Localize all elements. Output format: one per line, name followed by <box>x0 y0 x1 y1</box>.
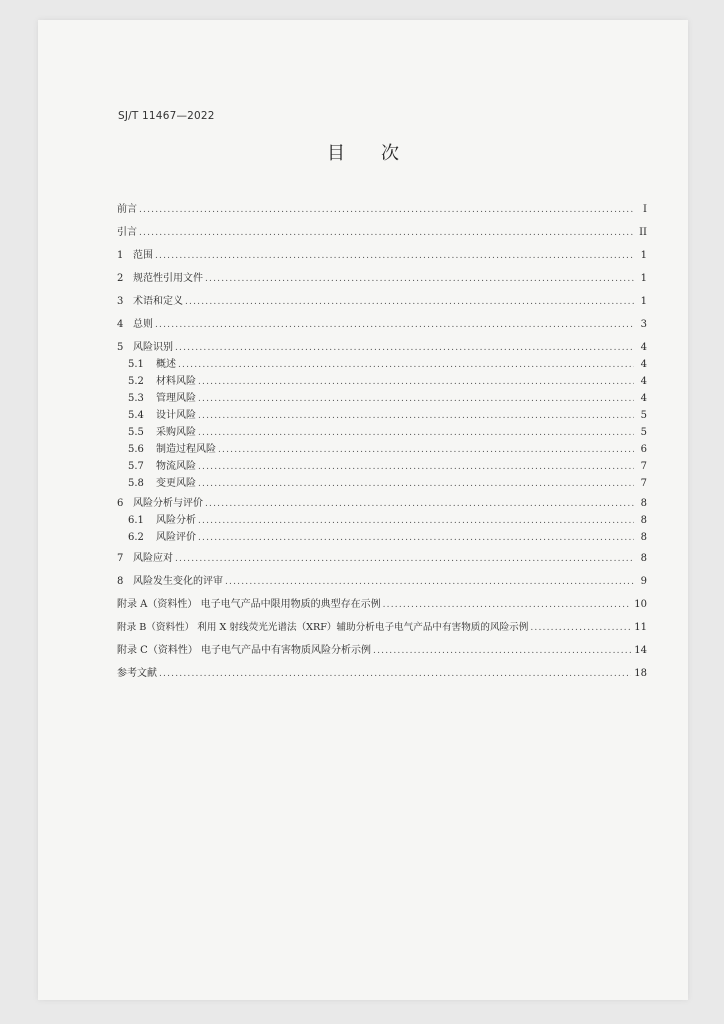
toc-number: 5.4 <box>128 410 144 421</box>
toc-page: 1 <box>640 296 647 307</box>
toc-title: 变更风险 <box>156 478 196 489</box>
toc-subentry[interactable] <box>117 374 647 390</box>
toc-label <box>117 317 155 333</box>
document-page <box>38 20 688 1000</box>
toc-label <box>117 340 175 356</box>
toc-entry[interactable] <box>117 202 647 218</box>
toc-title: 风险发生变化的评审 <box>133 576 223 587</box>
toc-label <box>117 442 218 458</box>
leader-dots <box>205 496 634 512</box>
leader-dots <box>155 317 634 333</box>
toc-label <box>117 425 198 441</box>
toc-title: 术语和定义 <box>133 296 183 307</box>
toc-entry[interactable] <box>117 340 647 356</box>
toc-label <box>117 513 198 529</box>
toc-page: 4 <box>640 376 647 387</box>
toc-page: 1 <box>640 250 647 261</box>
toc-label: 引言 <box>117 227 137 238</box>
toc-subentry[interactable] <box>117 391 647 407</box>
leader-dots <box>198 459 634 475</box>
toc-page: 8 <box>640 532 647 543</box>
toc-page: I <box>643 204 647 215</box>
toc-number: 5.3 <box>128 393 144 404</box>
toc-page: 9 <box>640 576 647 587</box>
leader-dots <box>175 340 634 356</box>
toc-label <box>117 530 198 546</box>
leader-dots <box>198 374 634 390</box>
toc-label <box>117 294 185 310</box>
toc-label <box>117 391 198 407</box>
toc-page: 18 <box>634 668 647 679</box>
leader-dots <box>139 225 634 241</box>
toc-number: 5.5 <box>128 427 144 438</box>
leader-dots <box>198 476 634 492</box>
toc-page: 11 <box>634 622 647 633</box>
toc-number: 3 <box>117 296 124 307</box>
toc-subentry[interactable] <box>117 459 647 475</box>
toc-subentry[interactable] <box>117 408 647 424</box>
toc-number: 5.1 <box>128 359 144 370</box>
toc-title: 概述 <box>156 359 176 370</box>
toc-entry-appendix-b[interactable] <box>117 620 647 636</box>
toc-title: 规范性引用文件 <box>133 273 203 284</box>
leader-dots <box>530 620 631 636</box>
toc-page: 7 <box>640 478 647 489</box>
toc-number: 8 <box>117 576 124 587</box>
leader-dots <box>198 513 634 529</box>
toc-number: 5 <box>117 342 124 353</box>
toc-page: 10 <box>634 599 647 610</box>
toc-entry[interactable] <box>117 551 647 567</box>
toc-subentry[interactable] <box>117 530 647 546</box>
toc-number: 2 <box>117 273 124 284</box>
toc-page: 7 <box>640 461 647 472</box>
toc-label: 附录 C（资料性） 电子电气产品中有害物质风险分析示例 <box>117 645 372 656</box>
toc-number: 5.2 <box>128 376 144 387</box>
toc-entry[interactable] <box>117 248 647 264</box>
toc-entry[interactable] <box>117 574 647 590</box>
toc-number: 1 <box>117 250 124 261</box>
toc-entry-references[interactable] <box>117 666 647 682</box>
toc-label <box>117 574 225 590</box>
toc-label <box>117 248 155 264</box>
toc-page: II <box>639 227 647 238</box>
toc-number: 5.6 <box>128 444 144 455</box>
toc-label <box>117 271 205 287</box>
toc-number: 6 <box>117 498 124 509</box>
toc-label <box>117 357 178 373</box>
toc-page: 1 <box>640 273 647 284</box>
leader-dots <box>218 442 634 458</box>
toc-page: 8 <box>640 498 647 509</box>
toc-title: 管理风险 <box>156 393 196 404</box>
toc-page: 5 <box>640 427 647 438</box>
leader-dots <box>185 294 634 310</box>
leader-dots <box>198 408 634 424</box>
toc-label <box>117 374 198 390</box>
toc-entry[interactable] <box>117 317 647 333</box>
leader-dots <box>383 597 632 613</box>
toc-label <box>117 551 175 567</box>
toc-entry-appendix-a[interactable] <box>117 597 647 613</box>
toc-number: 7 <box>117 553 124 564</box>
toc-page: 8 <box>640 515 647 526</box>
toc-title: 范围 <box>133 250 153 261</box>
toc-number: 5.7 <box>128 461 144 472</box>
leader-dots <box>175 551 634 567</box>
toc-title: 材料风险 <box>156 376 196 387</box>
toc-title: 制造过程风险 <box>156 444 216 455</box>
leader-dots <box>373 643 631 659</box>
toc-label <box>117 408 198 424</box>
toc-page: 3 <box>640 319 647 330</box>
toc-entry[interactable] <box>117 271 647 287</box>
toc-title: 风险识别 <box>133 342 173 353</box>
toc-subentry[interactable] <box>117 442 647 458</box>
toc-number: 5.8 <box>128 478 144 489</box>
standard-code: SJ/T 11467—2022 <box>118 110 215 122</box>
leader-dots <box>178 357 634 373</box>
toc-label: 前言 <box>117 204 137 215</box>
toc-title: 物流风险 <box>156 461 196 472</box>
toc-entry-appendix-c[interactable] <box>117 643 647 659</box>
toc-subentry[interactable] <box>117 425 647 441</box>
toc-title: 采购风险 <box>156 427 196 438</box>
toc-page: 4 <box>640 393 647 404</box>
toc-number: 6.1 <box>128 515 144 526</box>
toc-page: 14 <box>634 645 647 656</box>
toc-page: 5 <box>640 410 647 421</box>
toc-title: 总则 <box>133 319 153 330</box>
toc-subentry[interactable] <box>117 357 647 373</box>
toc-label <box>117 496 205 512</box>
title-char-1: 目 <box>327 143 345 164</box>
page-title <box>38 139 688 165</box>
leader-dots <box>198 391 634 407</box>
toc-title: 设计风险 <box>156 410 196 421</box>
toc-label: 参考文献 <box>117 668 157 679</box>
toc-subentry[interactable] <box>117 476 647 492</box>
toc-entry[interactable] <box>117 496 647 512</box>
toc-label <box>117 476 198 492</box>
toc-title: 风险评价 <box>156 532 196 543</box>
leader-dots <box>139 202 634 218</box>
title-char-2: 次 <box>381 143 399 164</box>
toc-label: 附录 A（资料性） 电子电气产品中限用物质的典型存在示例 <box>117 599 381 610</box>
toc-number: 6.2 <box>128 532 144 543</box>
leader-dots <box>155 248 634 264</box>
leader-dots <box>198 425 634 441</box>
leader-dots <box>225 574 634 590</box>
leader-dots <box>205 271 634 287</box>
leader-dots <box>159 666 631 682</box>
toc-page: 4 <box>640 359 647 370</box>
toc-page: 4 <box>640 342 647 353</box>
toc-subentry[interactable] <box>117 513 647 529</box>
toc-entry[interactable] <box>117 294 647 310</box>
toc-entry[interactable] <box>117 225 647 241</box>
toc-label: 附录 B（资料性） 利用 X 射线荧光光谱法（XRF）辅助分析电子电气产品中有害物质的风险示例 <box>117 622 529 633</box>
toc-page: 6 <box>640 444 647 455</box>
leader-dots <box>198 530 634 546</box>
toc-title: 风险分析 <box>156 515 196 526</box>
toc-page: 8 <box>640 553 647 564</box>
toc-title: 风险应对 <box>133 553 173 564</box>
toc-number: 4 <box>117 319 124 330</box>
toc-label <box>117 459 198 475</box>
toc-title: 风险分析与评价 <box>133 498 203 509</box>
